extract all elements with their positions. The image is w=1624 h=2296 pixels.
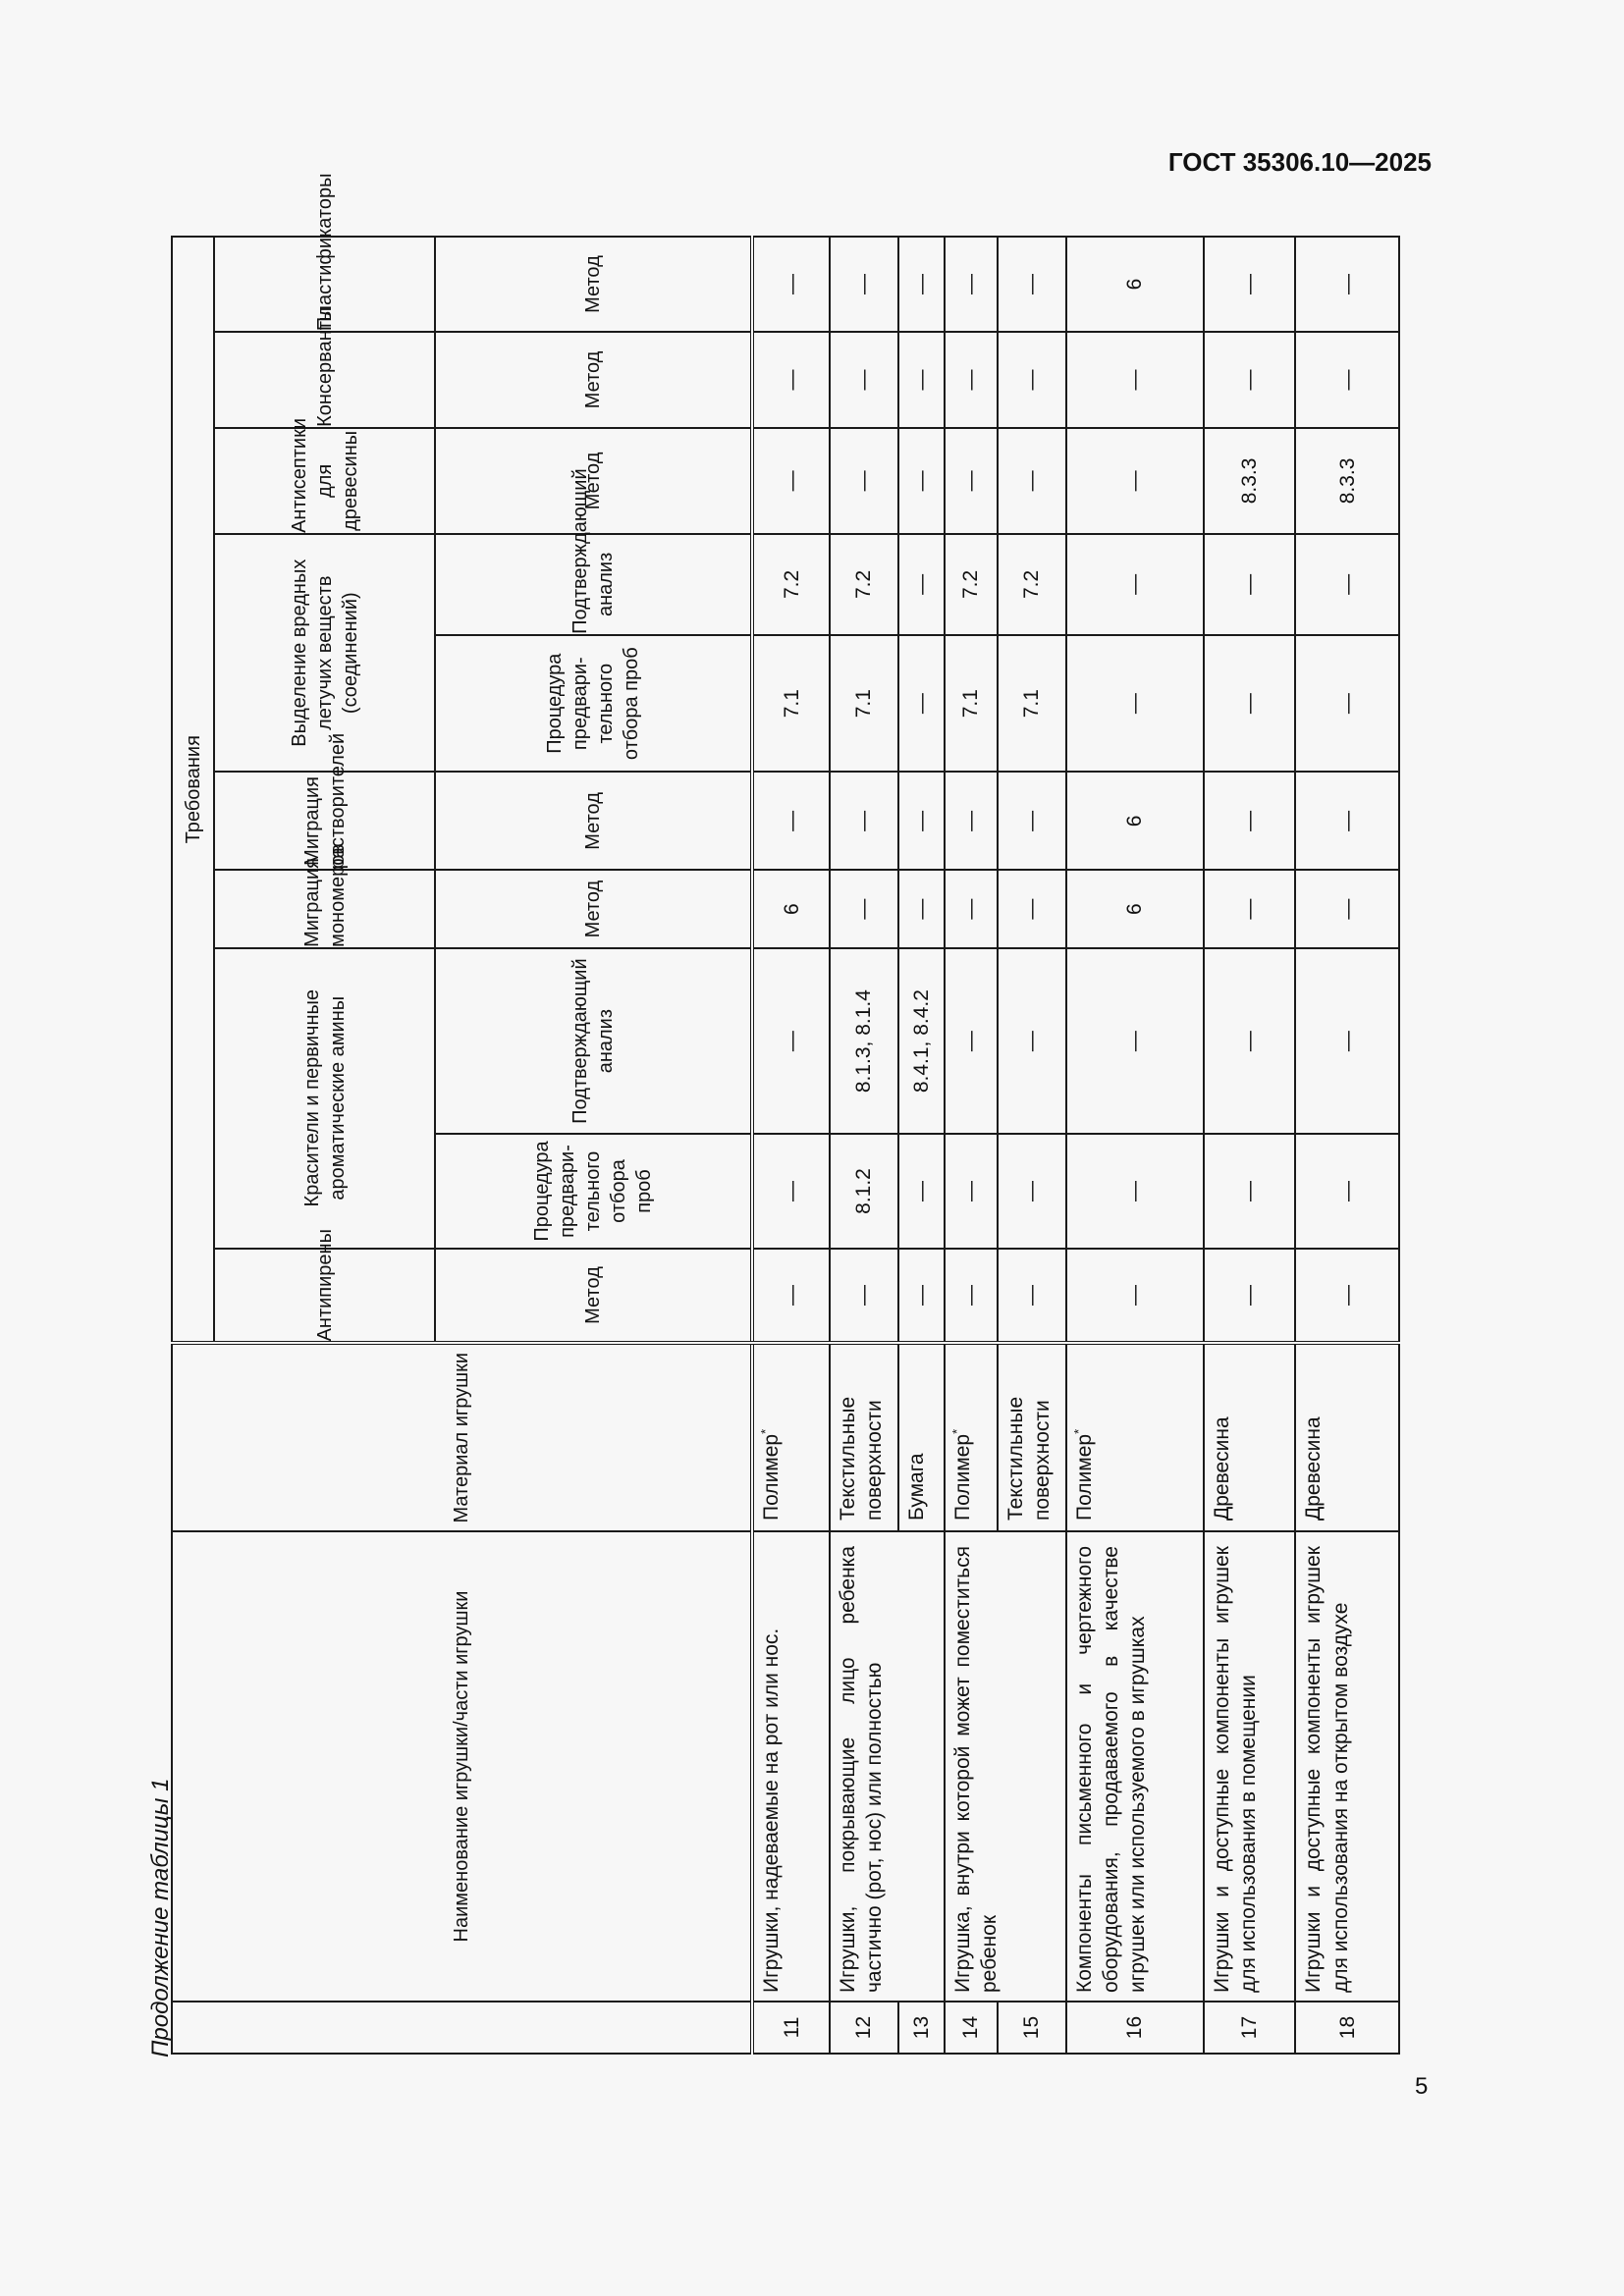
requirement-value: — xyxy=(1204,1134,1296,1248)
table-row xyxy=(752,237,830,2054)
requirement-value: — xyxy=(898,332,945,428)
requirement-value: — xyxy=(1295,1249,1399,1344)
toy-name: Игрушки, надеваемые на рот или нос. xyxy=(752,1531,830,2002)
requirement-value: — xyxy=(998,1249,1066,1344)
requirement-value: — xyxy=(898,237,945,332)
material-text: Бумага xyxy=(904,1453,928,1521)
page-number: 5 xyxy=(1415,2073,1429,2100)
requirement-value: — xyxy=(898,870,945,947)
requirement-value: — xyxy=(830,428,898,534)
requirement-value: 6 xyxy=(1066,870,1204,947)
requirement-value: — xyxy=(752,237,830,332)
standard-id: ГОСТ 35306.10—2025 xyxy=(1167,147,1432,177)
requirement-value: — xyxy=(1204,772,1296,870)
requirement-value: 7.1 xyxy=(830,635,898,773)
requirement-value: — xyxy=(1295,332,1399,428)
material-footnote-mark: * xyxy=(758,1428,774,1434)
requirement-value: — xyxy=(830,332,898,428)
requirement-value: — xyxy=(1295,534,1399,635)
row-number: 11 xyxy=(752,2002,830,2054)
requirement-value: — xyxy=(752,332,830,428)
table-row xyxy=(1204,237,1296,2054)
row-number: 17 xyxy=(1204,2002,1296,2054)
header-fire: Антипирены xyxy=(214,1249,435,1344)
requirement-value: — xyxy=(998,332,1066,428)
requirement-value: 6 xyxy=(752,870,830,947)
requirement-value: — xyxy=(945,1249,998,1344)
requirement-value: — xyxy=(1066,1134,1204,1248)
requirement-value: — xyxy=(998,948,1066,1135)
sub-method: Метод xyxy=(435,870,752,947)
header-monomers: Миграция мономеров xyxy=(214,870,435,947)
row-number: 12 xyxy=(830,2002,898,2054)
toy-material xyxy=(1204,1343,1296,1531)
row-number: 18 xyxy=(1295,2002,1399,2054)
requirement-value: 8.1.2 xyxy=(830,1134,898,1248)
table-row xyxy=(830,237,898,2054)
requirements-table-rotated xyxy=(171,173,1400,2055)
requirement-value: — xyxy=(1066,534,1204,635)
material-footnote-mark: * xyxy=(1070,1428,1086,1434)
requirement-value: 8.4.1, 8.4.2 xyxy=(898,948,945,1135)
sub-method: Метод xyxy=(435,772,752,870)
requirement-value: 6 xyxy=(1066,772,1204,870)
toy-name: Игрушки и доступные компоненты игрушек для использования в помещении xyxy=(1204,1531,1296,2002)
material-text: Полимер xyxy=(951,1433,975,1521)
requirement-value: 7.2 xyxy=(752,534,830,635)
row-number: 15 xyxy=(998,2002,1066,2054)
row-number: 14 xyxy=(945,2002,998,2054)
requirement-value: — xyxy=(1204,1249,1296,1344)
requirement-value: 7.2 xyxy=(998,534,1066,635)
requirement-value: — xyxy=(898,1134,945,1248)
requirement-value: — xyxy=(1066,948,1204,1135)
material-text: Древесина xyxy=(1302,1416,1326,1521)
requirement-value: — xyxy=(998,870,1066,947)
requirement-value: 6 xyxy=(1066,237,1204,332)
requirement-value: — xyxy=(998,772,1066,870)
requirement-value: — xyxy=(898,428,945,534)
requirements-header: Требования xyxy=(172,237,214,1343)
sub-method: Метод xyxy=(435,237,752,332)
requirement-value: — xyxy=(752,1249,830,1344)
toy-name: Игрушки и доступные компоненты игрушек для использования на открытом воздухе xyxy=(1295,1531,1399,2002)
material-text: Текстильные поверхности xyxy=(1003,1396,1055,1521)
requirement-value: — xyxy=(945,948,998,1135)
toy-material xyxy=(752,1343,830,1531)
row-number: 13 xyxy=(898,2002,945,2054)
requirement-value: — xyxy=(1295,870,1399,947)
toy-material xyxy=(830,1343,898,1531)
requirement-value: — xyxy=(945,332,998,428)
toy-material xyxy=(1066,1343,1204,1531)
name-header: Наименование игрушки/части игрушки xyxy=(172,1531,752,2002)
header-plasticizers: Пластификаторы xyxy=(214,237,435,332)
requirement-value: — xyxy=(1295,948,1399,1135)
table-row xyxy=(1066,237,1204,2054)
header-antiseptics: Антисептики для древесины xyxy=(214,428,435,534)
requirement-value: — xyxy=(1066,635,1204,773)
table-continuation-caption: Продолжение таблицы 1 xyxy=(147,1778,174,2057)
row-number: 16 xyxy=(1066,2002,1204,2054)
requirement-value: — xyxy=(945,428,998,534)
requirement-value: — xyxy=(752,772,830,870)
requirement-value: — xyxy=(1295,635,1399,773)
requirement-value: — xyxy=(752,428,830,534)
requirement-value: 7.1 xyxy=(945,635,998,773)
table-row xyxy=(1295,237,1399,2054)
material-header: Материал игрушки xyxy=(172,1343,752,1531)
material-footnote-mark: * xyxy=(949,1428,965,1434)
requirement-value: — xyxy=(945,1134,998,1248)
requirement-value: 7.2 xyxy=(830,534,898,635)
toy-material xyxy=(998,1343,1066,1531)
requirement-value: 7.1 xyxy=(998,635,1066,773)
sub-sample-prep: Процедура предвари-тельного отбора проб xyxy=(435,1134,752,1248)
requirement-value: — xyxy=(1204,948,1296,1135)
material-text: Полимер xyxy=(1072,1433,1096,1521)
requirement-value: — xyxy=(1066,428,1204,534)
requirement-value: — xyxy=(945,237,998,332)
header-preservatives: Консерванты xyxy=(214,332,435,428)
header-solvents: Миграция растворителей xyxy=(214,772,435,870)
requirement-value: — xyxy=(1204,635,1296,773)
num-header xyxy=(172,2002,752,2054)
requirement-value: — xyxy=(898,534,945,635)
toy-name: Игрушки, покрывающие лицо ребенка частично (рот, нос) или полностью xyxy=(830,1531,945,2002)
sub-method: Метод xyxy=(435,1249,752,1344)
toy-material xyxy=(898,1343,945,1531)
requirement-value: — xyxy=(1066,1249,1204,1344)
requirement-value: — xyxy=(1295,772,1399,870)
toy-material xyxy=(945,1343,998,1531)
toy-name: Компоненты письменного и чертежного оборудования, продаваемого в качестве игрушек или используемого в игрушках xyxy=(1066,1531,1204,2002)
toy-material xyxy=(1295,1343,1399,1531)
requirement-value: — xyxy=(945,870,998,947)
requirement-value: — xyxy=(830,237,898,332)
requirement-value: — xyxy=(998,428,1066,534)
requirement-value: — xyxy=(1204,237,1296,332)
requirement-value: 7.2 xyxy=(945,534,998,635)
requirement-value: 7.1 xyxy=(752,635,830,773)
toy-name: Игрушка, внутри которой может поместиться ребенок xyxy=(945,1531,1065,2002)
sub-confirm: Подтверждающий анализ xyxy=(435,534,752,635)
requirement-value: — xyxy=(830,1249,898,1344)
sub-confirm: Подтверждающий анализ xyxy=(435,948,752,1135)
requirement-value: — xyxy=(898,772,945,870)
requirement-value: — xyxy=(998,1134,1066,1248)
requirement-value: 8.1.3, 8.1.4 xyxy=(830,948,898,1135)
requirement-value: — xyxy=(1204,332,1296,428)
table-row xyxy=(945,237,998,2054)
requirement-value: — xyxy=(830,772,898,870)
sub-method: Метод xyxy=(435,428,752,534)
requirement-value: — xyxy=(898,1249,945,1344)
requirement-value: 8.3.3 xyxy=(1204,428,1296,534)
requirement-value: 8.3.3 xyxy=(1295,428,1399,534)
requirement-value: — xyxy=(1295,237,1399,332)
requirement-value: — xyxy=(998,237,1066,332)
requirement-value: — xyxy=(1066,332,1204,428)
header-volatile: Выделение вредных летучих веществ (соединений) xyxy=(214,534,435,773)
material-text: Текстильные поверхности xyxy=(837,1396,887,1521)
requirement-value: — xyxy=(752,948,830,1135)
header-dyes: Красители и первичные ароматические амины xyxy=(214,948,435,1249)
sub-method: Метод xyxy=(435,332,752,428)
material-text: Древесина xyxy=(1210,1416,1233,1521)
requirement-value: — xyxy=(945,772,998,870)
requirements-table xyxy=(171,173,1400,2055)
requirement-value: — xyxy=(1204,870,1296,947)
requirement-value: — xyxy=(1204,534,1296,635)
requirement-value: — xyxy=(1295,1134,1399,1248)
requirement-value: — xyxy=(898,635,945,773)
requirement-value: — xyxy=(830,870,898,947)
material-text: Полимер xyxy=(760,1433,784,1521)
sub-sample-prep: Процедура предвари-тельного отбора проб xyxy=(435,635,752,773)
requirement-value: — xyxy=(752,1134,830,1248)
